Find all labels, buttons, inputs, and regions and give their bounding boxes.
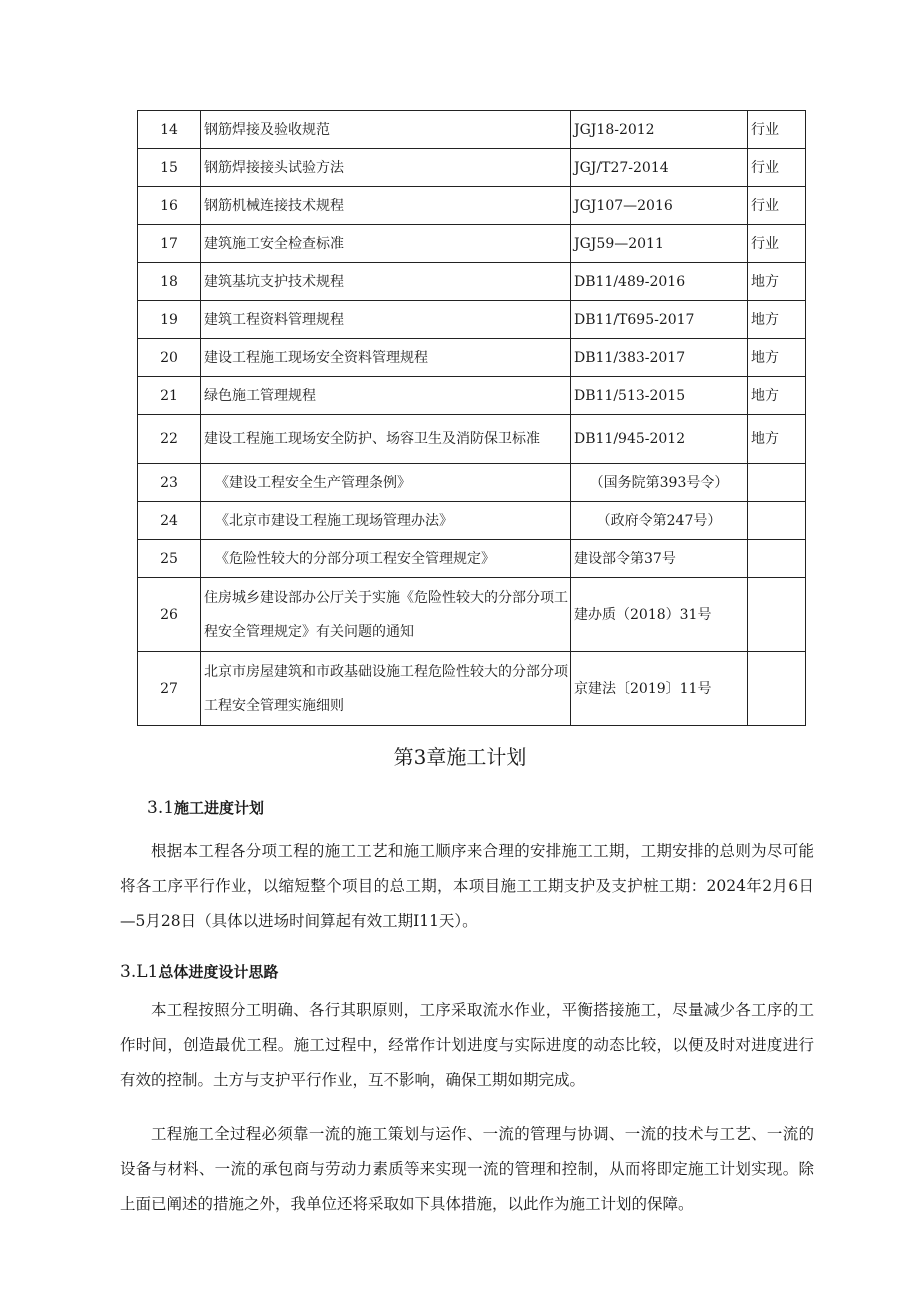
table-row	[138, 301, 806, 339]
standard-level	[748, 578, 806, 652]
row-number: 21	[138, 377, 201, 415]
standard-level	[748, 652, 806, 726]
standard-name: 钢筋机械连接技术规程	[201, 187, 571, 225]
standard-level: 地方	[748, 301, 806, 339]
standard-code: （政府令第247号）	[571, 502, 748, 540]
table-row	[138, 652, 806, 726]
table-row	[138, 263, 806, 301]
standard-level: 地方	[748, 415, 806, 464]
standard-name: 绿色施工管理规程	[201, 377, 571, 415]
row-number: 26	[138, 578, 201, 652]
standard-code: 京建法〔2019〕11号	[571, 652, 748, 726]
section-number: 3.L1	[120, 962, 159, 982]
table-row	[138, 415, 806, 464]
chapter-title: 第3章施工计划	[393, 745, 527, 769]
row-number: 16	[138, 187, 201, 225]
standard-level: 行业	[748, 111, 806, 149]
standard-code: DB11/513-2015	[571, 377, 748, 415]
table-row	[138, 540, 806, 578]
standards-table	[137, 110, 806, 726]
standard-code: DB11/489-2016	[571, 263, 748, 301]
standard-name: 钢筋焊接接头试验方法	[201, 149, 571, 187]
standard-code: JGJ/T27-2014	[571, 149, 748, 187]
row-number: 22	[138, 415, 201, 464]
section-heading-3-1-1	[120, 960, 278, 984]
standard-code: DB11/T695-2017	[571, 301, 748, 339]
row-number: 14	[138, 111, 201, 149]
row-number: 15	[138, 149, 201, 187]
standard-level	[748, 502, 806, 540]
standard-name: 《北京市建设工程施工现场管理办法》	[201, 502, 571, 540]
table-row	[138, 377, 806, 415]
standard-name: 建筑工程资料管理规程	[201, 301, 571, 339]
standard-name: 建筑基坑支护技术规程	[201, 263, 571, 301]
standard-level: 地方	[748, 377, 806, 415]
row-number: 23	[138, 464, 201, 502]
standard-code: 建办质（2018）31号	[571, 578, 748, 652]
standard-code: （国务院第393号令）	[571, 464, 748, 502]
standard-level	[748, 540, 806, 578]
standard-name: 钢筋焊接及验收规范	[201, 111, 571, 149]
row-number: 19	[138, 301, 201, 339]
standard-code: 建设部令第37号	[571, 540, 748, 578]
paragraph-schedule: 根据本工程各分项工程的施工工艺和施工顺序来合理的安排施工工期，工期安排的总则为尽可能将各工序平行作业，以缩短整个项目的总工期，本项目施工工期支护及支护桩工期：2024年2月6日—5月28日（具体以进场时间算起有效工期I11天）。	[120, 842, 814, 930]
row-number: 18	[138, 263, 201, 301]
standard-code: JGJ107—2016	[571, 187, 748, 225]
section-heading-3-1	[147, 796, 264, 820]
standard-level	[748, 464, 806, 502]
standard-name: 北京市房屋建筑和市政基础设施工程危险性较大的分部分项工程安全管理实施细则	[201, 652, 571, 726]
standard-level: 行业	[748, 225, 806, 263]
standard-name: 建设工程施工现场安全资料管理规程	[201, 339, 571, 377]
standard-name: 建筑施工安全检查标准	[201, 225, 571, 263]
table-row	[138, 187, 806, 225]
row-number: 25	[138, 540, 201, 578]
standard-name: 《建设工程安全生产管理条例》	[201, 464, 571, 502]
row-number: 27	[138, 652, 201, 726]
standard-level: 地方	[748, 263, 806, 301]
table-row	[138, 578, 806, 652]
standard-code: DB11/383-2017	[571, 339, 748, 377]
paragraph-guarantee: 工程施工全过程必须靠一流的施工策划与运作、一流的管理与协调、一流的技术与工艺、一流的设备与材料、一流的承包商与劳动力素质等来实现一流的管理和控制，从而将即定施工计划实现。除上面已阐述的措施之外，我单位还将采取如下具体措施，以此作为施工计划的保障。	[120, 1125, 814, 1213]
standard-code: JGJ18-2012	[571, 111, 748, 149]
table-row	[138, 149, 806, 187]
standard-level: 行业	[748, 149, 806, 187]
table-row	[138, 111, 806, 149]
table-row	[138, 339, 806, 377]
row-number: 20	[138, 339, 201, 377]
standard-level: 行业	[748, 187, 806, 225]
section-title: 总体进度设计思路	[158, 963, 279, 981]
standard-code: DB11/945-2012	[571, 415, 748, 464]
standard-name: 建设工程施工现场安全防护、场容卫生及消防保卫标准	[201, 415, 571, 464]
row-number: 24	[138, 502, 201, 540]
section-number: 3.1	[147, 798, 175, 818]
paragraph-design-approach: 本工程按照分工明确、各行其职原则，工序采取流水作业，平衡搭接施工，尽量减少各工序的工作时间，创造最优工程。施工过程中，经常作计划进度与实际进度的动态比较，以便及时对进度进行有效的控制。土方与支护平行作业，互不影响，确保工期如期完成。	[120, 1001, 814, 1089]
table-row	[138, 225, 806, 263]
table-row	[138, 502, 806, 540]
standard-code: JGJ59—2011	[571, 225, 748, 263]
standard-name: 住房城乡建设部办公厅关于实施《危险性较大的分部分项工程安全管理规定》有关问题的通知	[201, 578, 571, 652]
row-number: 17	[138, 225, 201, 263]
standard-level: 地方	[748, 339, 806, 377]
standard-name: 《危险性较大的分部分项工程安全管理规定》	[201, 540, 571, 578]
table-row	[138, 464, 806, 502]
section-title: 施工进度计划	[174, 799, 265, 817]
